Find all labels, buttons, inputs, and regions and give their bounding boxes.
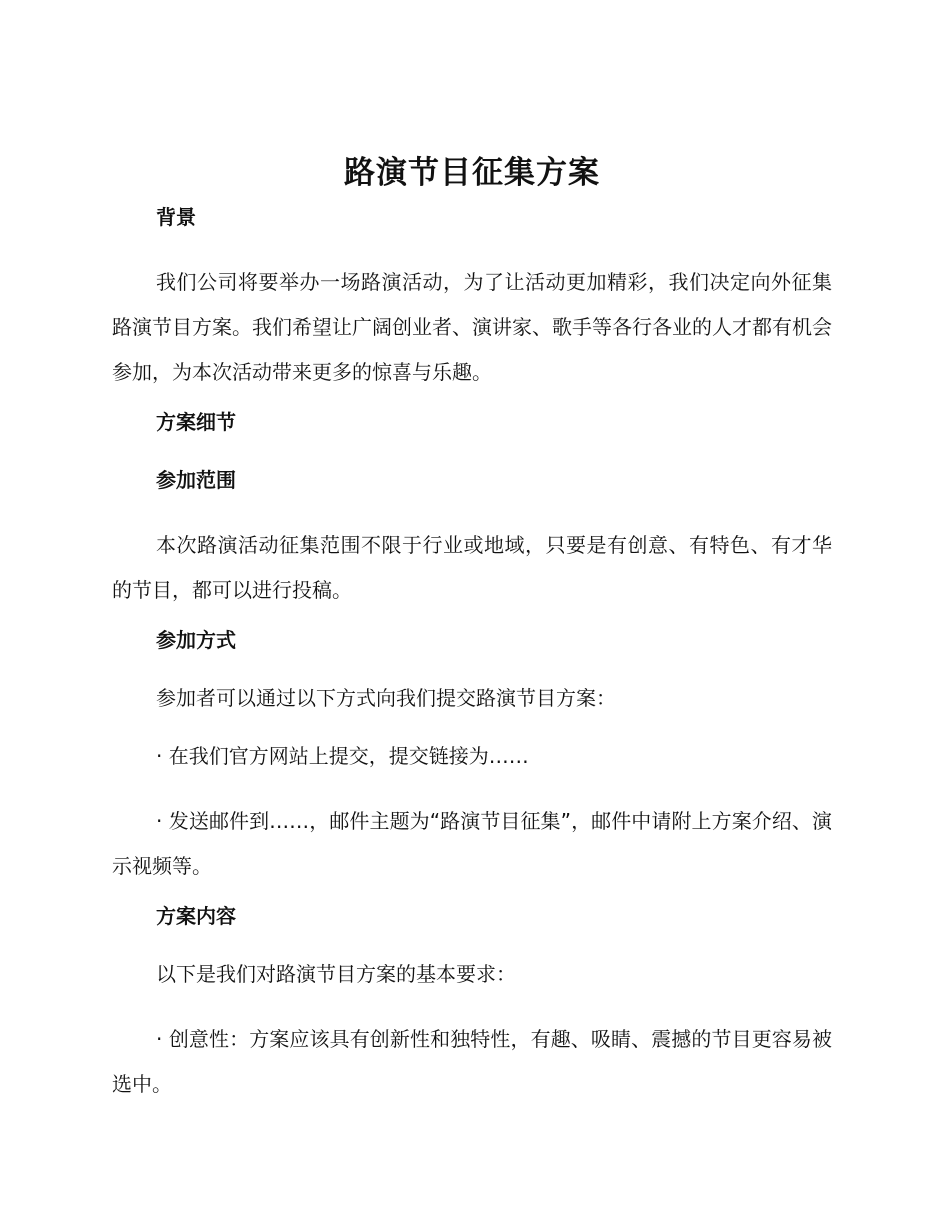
list-item-content-creativity: · 创意性：方案应该具有创新性和独特性，有趣、吸睛、震撼的节目更容易被选中。	[112, 1027, 832, 1096]
paragraph-participation-scope: 本次路演活动征集范围不限于行业或地域，只要是有创意、有特色、有才华的节目，都可以进行投稿。	[112, 533, 832, 602]
paragraph-method-intro: 参加者可以通过以下方式向我们提交路演节目方案：	[156, 686, 616, 710]
paragraph-background: 我们公司将要举办一场路演活动，为了让活动更加精彩，我们决定向外征集路演节目方案。我们希望让广阔创业者、演讲家、歌手等各行各业的人才都有机会参加，为本次活动带来更多的惊喜与乐趣。	[112, 270, 832, 384]
heading-plan-content: 方案内容	[156, 904, 236, 928]
list-item-method-website: · 在我们官方网站上提交，提交链接为……	[156, 744, 529, 768]
heading-participation-method: 参加方式	[156, 628, 236, 652]
heading-background: 背景	[156, 205, 196, 229]
heading-participation-scope: 参加范围	[156, 468, 236, 492]
paragraph-content-intro: 以下是我们对路演节目方案的基本要求：	[156, 962, 516, 986]
document-page	[112, 152, 832, 1119]
list-item-method-email: · 发送邮件到……，邮件主题为“路演节目征集”，邮件中请附上方案介绍、演示视频等。	[112, 809, 832, 878]
heading-plan-details: 方案细节	[156, 410, 236, 434]
document-title: 路演节目征集方案	[344, 155, 600, 191]
